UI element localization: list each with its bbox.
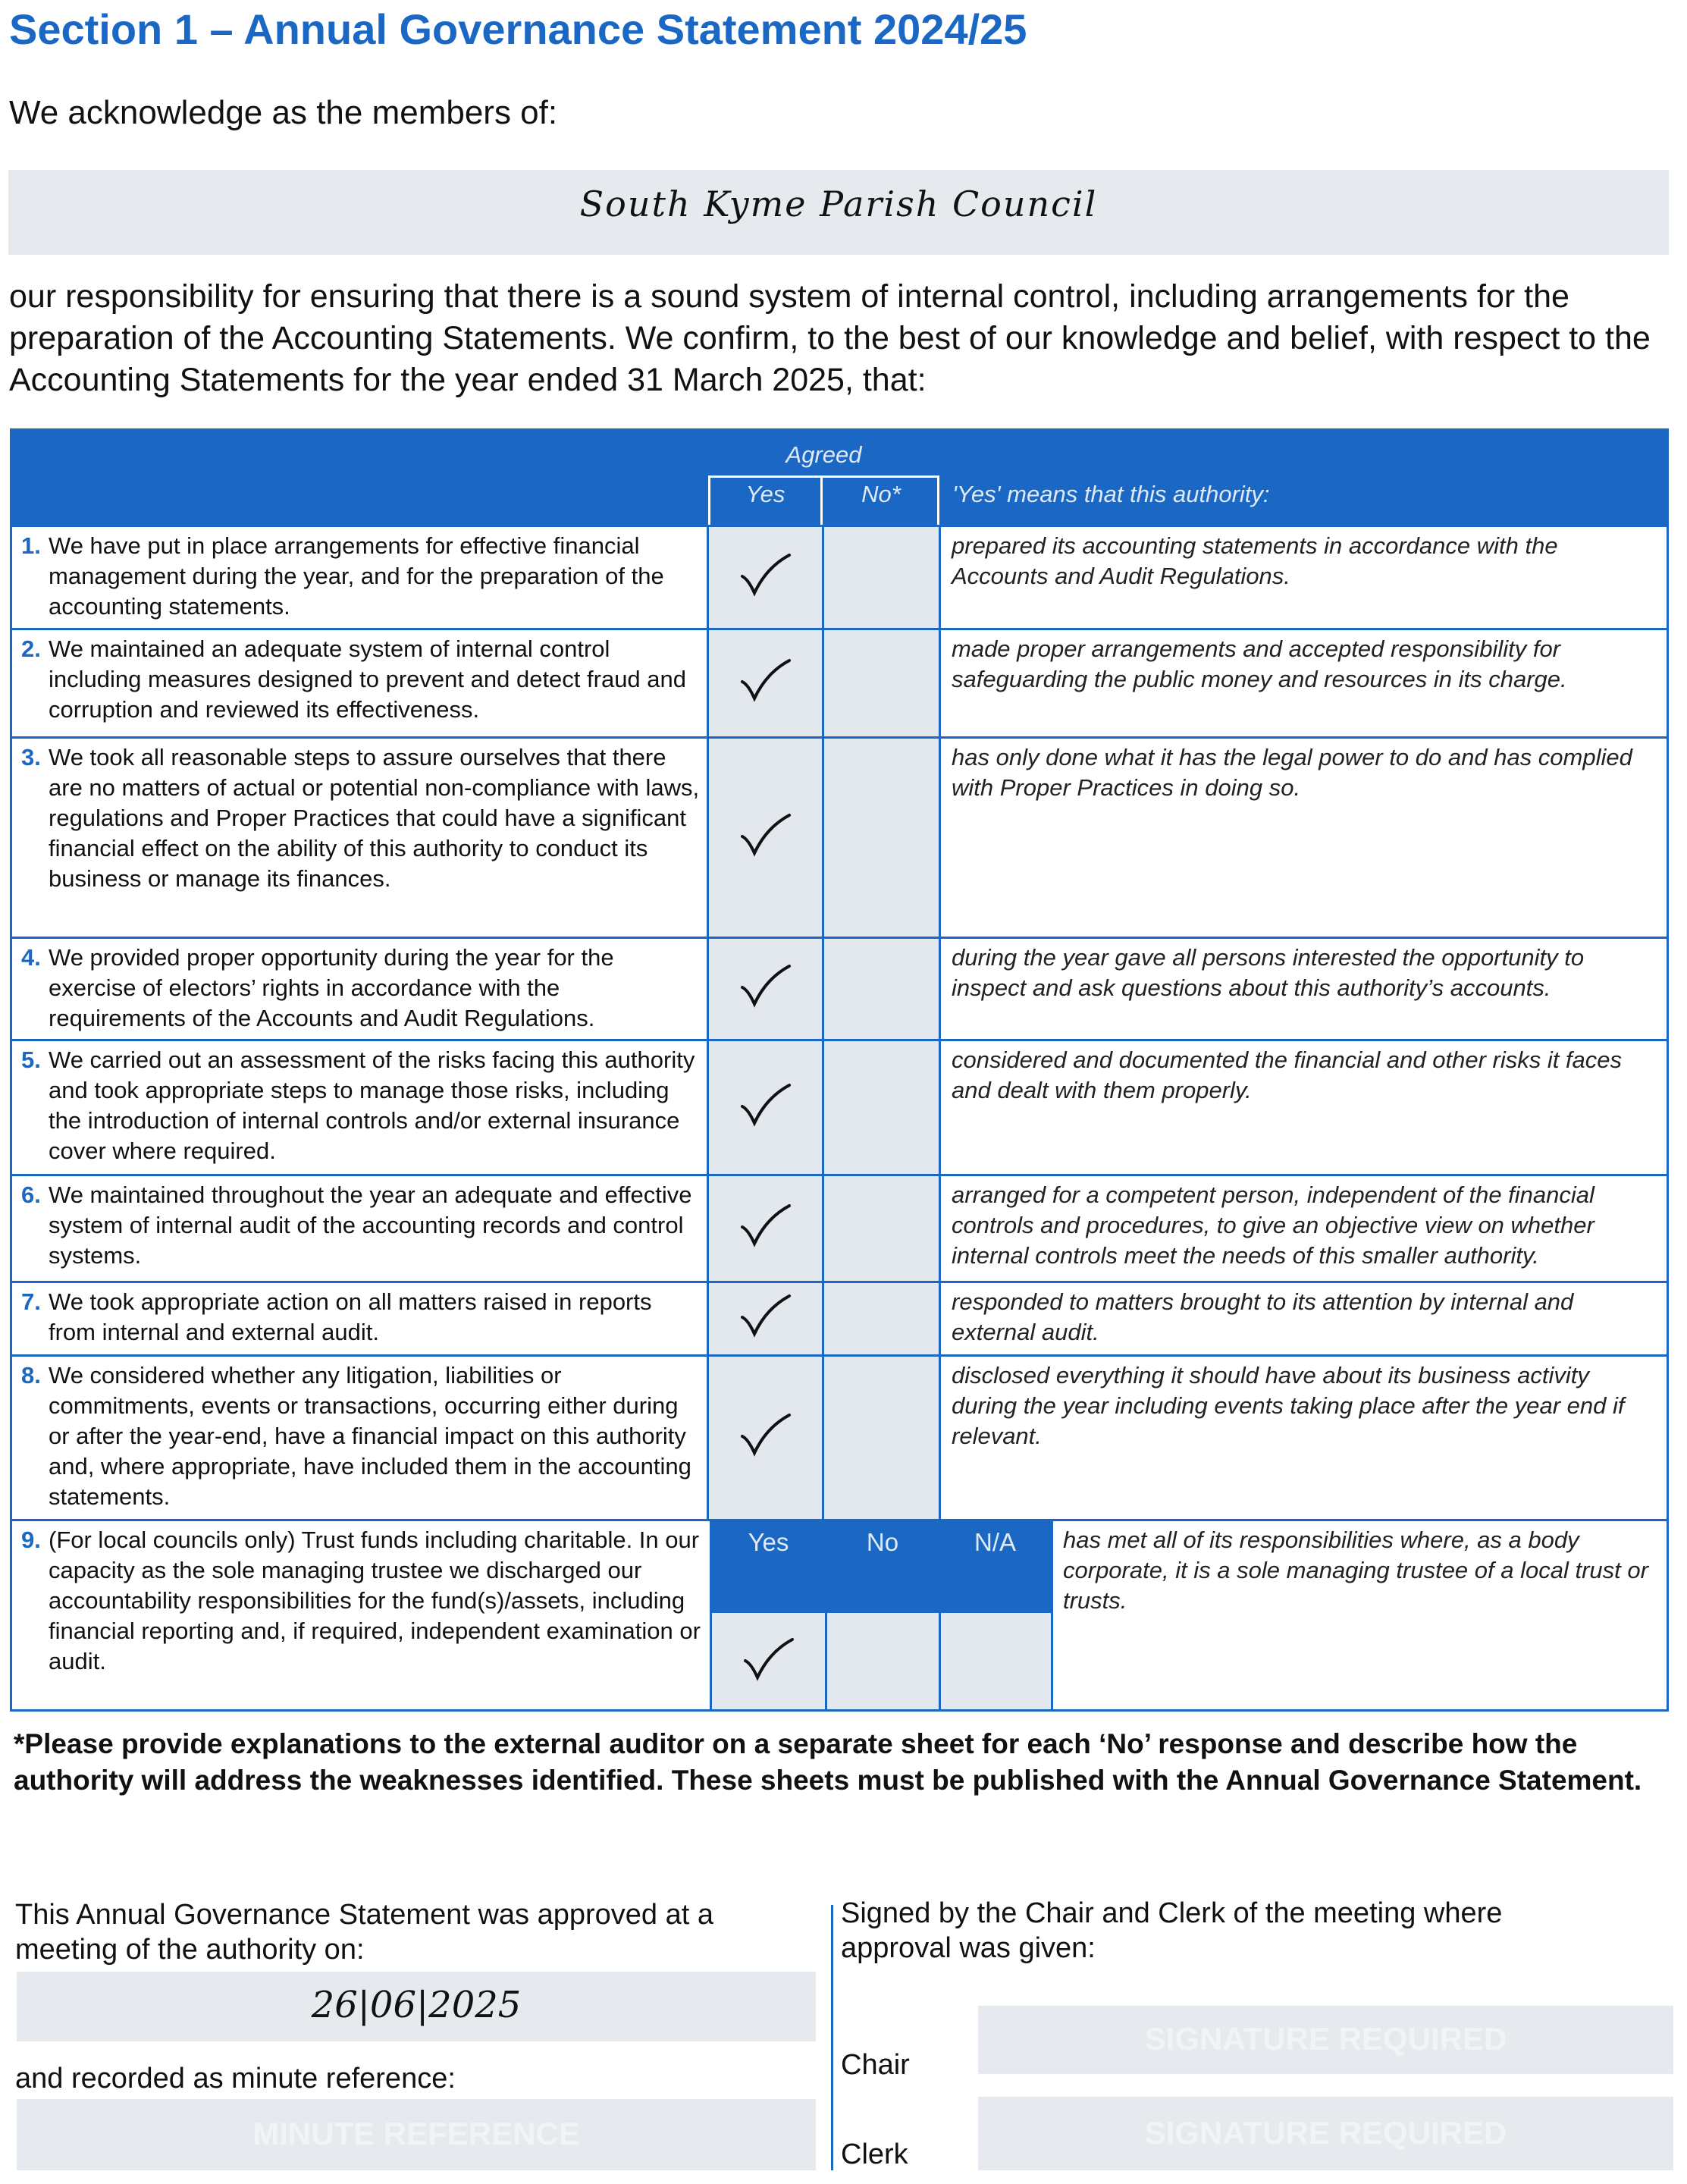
clerk-signature-field[interactable]	[978, 2097, 1673, 2170]
statement-text	[12, 1281, 708, 1354]
column-divider	[825, 1519, 827, 1709]
no-header: No*	[861, 481, 901, 507]
statement-number: 2.	[21, 635, 41, 662]
statement: We took all reasonable steps to assure ourselves that there are no matters of actual or potential non-compliance with laws, regulations and Proper Practices that could have a significant financial effect on the ability of this authority to conduct its business or manage its finances.	[49, 744, 700, 892]
row-divider	[12, 1174, 1667, 1176]
statement-number: 8.	[21, 1362, 41, 1389]
row-divider	[12, 525, 1667, 527]
trust-yes-header: Yes	[711, 1519, 826, 1613]
statement-text	[12, 628, 708, 736]
no-checkbox[interactable]	[823, 1354, 939, 1519]
checkmark-icon	[739, 963, 792, 1012]
checkmark-icon	[739, 812, 792, 861]
column-divider	[707, 525, 709, 1519]
means-text: has met all of its responsibilities where, as a body corporate, it is a sole managing trustee of a local trust or trusts.	[1063, 1527, 1648, 1614]
chair-label: Chair	[841, 2049, 910, 2081]
yes-checkbox[interactable]	[708, 525, 823, 628]
checkmark-icon	[739, 1293, 792, 1342]
checkmark-icon	[742, 1636, 795, 1686]
statement-text	[12, 736, 708, 937]
chair-signature-field[interactable]	[978, 2006, 1673, 2074]
means-text: prepared its accounting statements in accordance with the Accounts and Audit Regulations.	[952, 532, 1558, 589]
statement-number: 6.	[21, 1181, 41, 1208]
checkmark-icon	[739, 1203, 792, 1252]
yes-checkbox[interactable]	[708, 937, 823, 1039]
divider	[831, 1905, 833, 2170]
statement-number: 7.	[21, 1288, 41, 1315]
agreed-header: Agreed	[785, 441, 862, 468]
trust-yes-checkbox[interactable]	[711, 1613, 826, 1709]
table-row	[12, 1039, 708, 1174]
yes-checkbox[interactable]	[708, 1174, 823, 1281]
approval-date-field[interactable]	[17, 1972, 816, 2041]
no-checkbox[interactable]	[823, 1281, 939, 1354]
means-text: considered and documented the financial and other risks it faces and dealt with them properly.	[952, 1046, 1623, 1103]
column-divider	[1051, 1519, 1053, 1709]
statement-text	[12, 937, 708, 1039]
no-checkbox[interactable]	[823, 1039, 939, 1174]
yes-checkbox[interactable]	[708, 736, 823, 937]
acknowledge-text: We acknowledge as the members of:	[9, 94, 558, 131]
column-divider	[822, 525, 824, 1519]
statement: We considered whether any litigation, liabilities or commitments, events or transactions, occurring either during or after the year-end, have a financial impact on this authority and, where appropriate, have included them in the accounting statements.	[49, 1362, 691, 1510]
minute-reference-placeholder: MINUTE REFERENCE	[252, 2116, 580, 2151]
trust-na-header: N/A	[939, 1519, 1051, 1613]
table-row	[12, 628, 708, 736]
row-divider	[12, 1281, 1667, 1283]
row-divider	[12, 736, 1667, 739]
yes-checkbox[interactable]	[708, 1354, 823, 1519]
checkmark-icon	[739, 1082, 792, 1131]
checkmark-icon	[739, 657, 792, 707]
yes-checkbox[interactable]	[708, 1281, 823, 1354]
footnote: *Please provide explanations to the external auditor on a separate sheet for each ‘No’ response and describe how the authority will address the weaknesses identified. These sheets must be published with the Annual Governance Statement.	[14, 1728, 1642, 1796]
table-row	[12, 1281, 708, 1354]
means-text: responded to matters brought to its attention by internal and external audit.	[952, 1288, 1574, 1345]
no-checkbox[interactable]	[823, 525, 939, 628]
table-row	[12, 525, 708, 628]
approved-text: This Annual Governance Statement was approved at a meeting of the authority on:	[15, 1899, 713, 1966]
yes-checkbox[interactable]	[708, 628, 823, 736]
means-text: has only done what it has the legal power to do and has complied with Proper Practices in doing so.	[952, 744, 1632, 801]
table-row	[12, 1354, 708, 1519]
statement-number: 1.	[21, 532, 41, 559]
row-divider	[12, 1039, 1667, 1041]
statement: We carried out an assessment of the risks facing this authority and took appropriate steps to manage those risks, including the introduction of internal controls and/or external insurance cover where required.	[49, 1046, 695, 1164]
approval-date-handwritten: 26|06|2025	[311, 1984, 522, 2026]
minute-reference-field[interactable]	[17, 2099, 816, 2170]
clerk-label: Clerk	[841, 2138, 908, 2170]
minute-text: and recorded as minute reference:	[15, 2063, 456, 2095]
column-divider	[939, 525, 941, 1519]
statement: We provided proper opportunity during the year for the exercise of electors’ rights in accordance with the requirements of the Accounts and Audit Regulations.	[49, 944, 614, 1031]
means-text: disclosed everything it should have about its business activity during the year including events taking place after the year end if relevant.	[952, 1362, 1625, 1449]
statement-number: 4.	[21, 944, 41, 971]
statement: We took appropriate action on all matters raised in reports from internal and external audit.	[49, 1288, 652, 1345]
no-checkbox[interactable]	[823, 937, 939, 1039]
statement-number: 9.	[21, 1527, 41, 1553]
statement-number: 3.	[21, 744, 41, 770]
table-row	[12, 1174, 708, 1281]
statement-text	[12, 1519, 711, 1709]
statement-text	[12, 1354, 708, 1519]
statement: (For local councils only) Trust funds including charitable. In our capacity as the sole managing trustee we discharged our accountability responsibilities for the fund(s)/assets, including financial reporting and, if required, independent examination or audit.	[49, 1527, 701, 1674]
row-divider	[12, 937, 1667, 939]
statement: We have put in place arrangements for effective financial management during the year, and for the preparation of the accounting statements.	[49, 532, 664, 620]
signed-text: Signed by the Chair and Clerk of the meeting where approval was given:	[841, 1897, 1503, 1964]
statement-text	[12, 525, 708, 628]
no-checkbox[interactable]	[823, 1174, 939, 1281]
row-divider	[12, 1354, 1667, 1357]
column-divider	[710, 1519, 712, 1709]
intro-paragraph: our responsibility for ensuring that there is a sound system of internal control, including arrangements for the preparation of the Accounting Statements. We confirm, to the best of our knowledge and belief, with respect to the Accounting Statements for the year ended 31 March 2025, that:	[9, 278, 1651, 398]
checkmark-icon	[739, 1412, 792, 1461]
row-divider	[12, 628, 1667, 630]
column-divider	[939, 1519, 941, 1709]
means-header: 'Yes' means that this authority:	[952, 481, 1270, 507]
statement-text	[12, 1174, 708, 1281]
no-checkbox[interactable]	[823, 736, 939, 937]
statement-number: 5.	[21, 1046, 41, 1073]
means-text: made proper arrangements and accepted responsibility for safeguarding the public money and resources in its charge.	[952, 635, 1567, 692]
chair-signature-placeholder: SIGNATURE REQUIRED	[1144, 2021, 1507, 2057]
yes-header: Yes	[745, 481, 785, 507]
statement: We maintained throughout the year an adequate and effective system of internal audit of the accounting records and control systems.	[49, 1181, 692, 1269]
authority-name-field[interactable]	[8, 170, 1669, 255]
means-text: arranged for a competent person, independent of the financial controls and procedures, to give an objective view on whether internal controls meet the needs of this smaller authority.	[952, 1181, 1594, 1269]
yes-checkbox[interactable]	[708, 1039, 823, 1174]
no-checkbox[interactable]	[823, 628, 939, 736]
trust-no-header: No	[826, 1519, 939, 1613]
table-row	[12, 937, 708, 1039]
checkmark-icon	[739, 552, 792, 601]
governance-table	[10, 428, 1669, 1712]
trust-no-checkbox[interactable]	[826, 1613, 939, 1709]
authority-name-handwritten: South Kyme Parish Council	[579, 184, 1098, 224]
clerk-signature-placeholder: SIGNATURE REQUIRED	[1144, 2115, 1507, 2151]
page-title: Section 1 – Annual Governance Statement 2024/25	[9, 5, 1027, 53]
statement: We maintained an adequate system of internal control including measures designed to prevent and detect fraud and corruption and reviewed its effectiveness.	[49, 635, 687, 723]
table-row	[12, 736, 708, 937]
means-text: during the year gave all persons interested the opportunity to inspect and ask questions about this authority’s accounts.	[952, 944, 1585, 1001]
statement-text	[12, 1039, 708, 1174]
trust-na-checkbox[interactable]	[939, 1613, 1051, 1709]
